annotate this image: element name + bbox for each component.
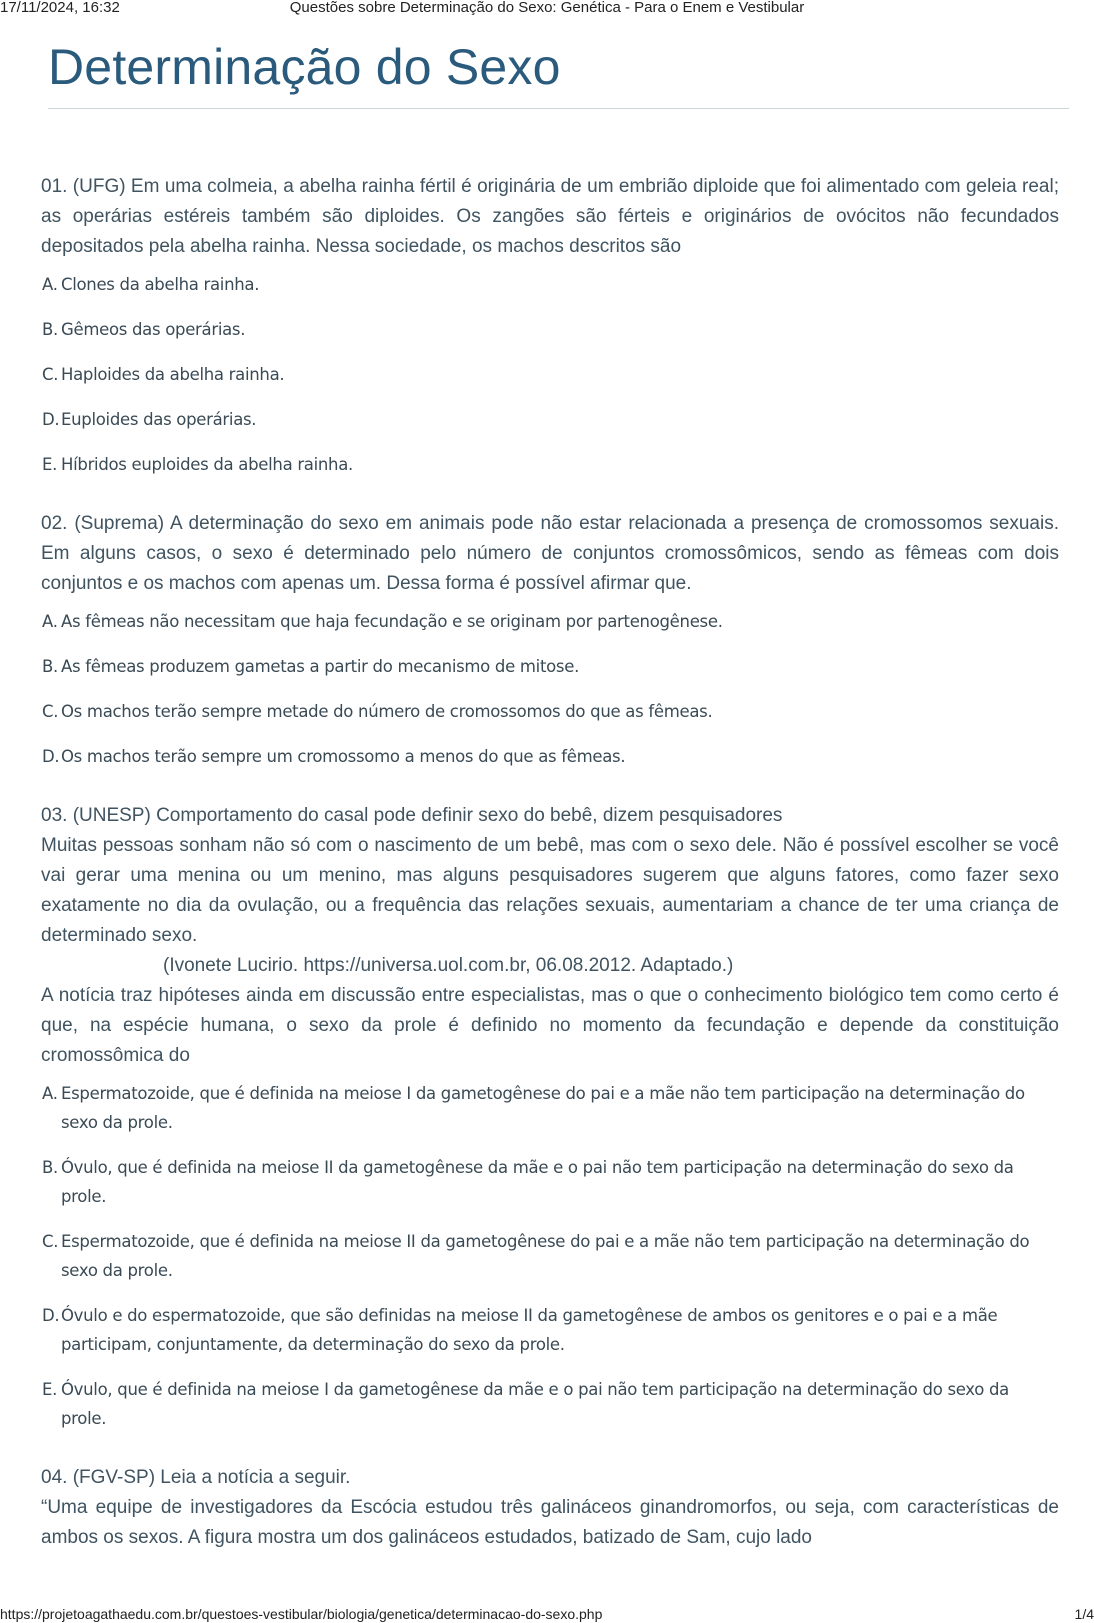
- option-text: Óvulo e do espermatozoide, que são definidas na meiose II da gametogênese de ambos os genitores e o pai e a mãe participam, conjuntamente, da determinação do sexo da prole.: [61, 1306, 998, 1354]
- option-letter: A.: [42, 275, 58, 294]
- answer-option-a[interactable]: [41, 1079, 1059, 1137]
- option-letter: B.: [42, 320, 58, 339]
- option-text: Os machos terão sempre metade do número de cromossomos do que as fêmeas.: [61, 702, 713, 721]
- option-text: Os machos terão sempre um cromossomo a menos do que as fêmeas.: [61, 747, 626, 766]
- question-01: [41, 172, 1059, 479]
- option-letter: C.: [42, 1232, 59, 1251]
- option-text: As fêmeas produzem gametas a partir do mecanismo de mitose.: [61, 657, 580, 676]
- option-letter: E.: [42, 1380, 58, 1399]
- option-letter: D.: [42, 1306, 60, 1325]
- question-02: [41, 509, 1059, 771]
- title-divider: [48, 108, 1069, 109]
- option-letter: A.: [42, 612, 58, 631]
- news-excerpt: Muitas pessoas sonham não só com o nascimento de um bebê, mas com o sexo dele. Não é possível escolher se você vai gerar uma menina ou um menino, mas alguns pesquisadores sugerem que alguns fatores, como fazer sexo exatamente no dia da ovulação, ou a frequência das relações sexuais, aumentariam a chance de ter uma criança de determinado sexo.: [41, 835, 1059, 946]
- option-text: As fêmeas não necessitam que haja fecundação e se originam por partenogênese.: [61, 612, 723, 631]
- page-title: Determinação do Sexo: [48, 39, 561, 95]
- option-text: Clones da abelha rainha.: [61, 275, 260, 294]
- question-heading: 04. (FGV-SP) Leia a notícia a seguir.: [41, 1467, 351, 1488]
- print-header: [0, 0, 1094, 18]
- answer-option-d[interactable]: [41, 742, 1059, 771]
- option-letter: A.: [42, 1084, 58, 1103]
- answer-option-d[interactable]: [41, 1301, 1059, 1359]
- option-letter: B.: [42, 1158, 58, 1177]
- question-heading: 03. (UNESP) Comportamento do casal pode definir sexo do bebê, dizem pesquisadores: [41, 805, 783, 826]
- option-letter: E.: [42, 455, 58, 474]
- answer-option-d[interactable]: [41, 405, 1059, 434]
- answer-option-c[interactable]: [41, 360, 1059, 389]
- option-text: Óvulo, que é definida na meiose I da gametogênese da mãe e o pai não tem participação na determinação do sexo da prole.: [61, 1380, 1009, 1428]
- option-letter: D.: [42, 747, 60, 766]
- option-text: Haploides da abelha rainha.: [61, 365, 285, 384]
- question-list: [41, 172, 1059, 1583]
- answer-option-e[interactable]: [41, 450, 1059, 479]
- print-url: https://projetoagathaedu.com.br/questoes-vestibular/biologia/genetica/determinacao-do-sexo.php: [0, 1606, 603, 1622]
- answer-options: [41, 607, 1059, 771]
- print-footer: [0, 1605, 1094, 1623]
- news-excerpt: “Uma equipe de investigadores da Escócia estudou três galináceos ginandromorfos, ou seja, com características de ambos os sexos. A figura mostra um dos galináceos estudados, batizado de Sam, cujo lado: [41, 1497, 1059, 1548]
- option-text: Espermatozoide, que é definida na meiose I da gametogênese do pai e a mãe não tem participação na determinação do sexo da prole.: [61, 1084, 1025, 1132]
- print-datetime: 17/11/2024, 16:32: [0, 0, 120, 16]
- print-page-title: Questões sobre Determinação do Sexo: Genética - Para o Enem e Vestibular: [289, 0, 805, 16]
- answer-option-e[interactable]: [41, 1375, 1059, 1433]
- answer-option-b[interactable]: [41, 315, 1059, 344]
- answer-options: [41, 270, 1059, 479]
- answer-option-c[interactable]: [41, 1227, 1059, 1285]
- option-letter: D.: [42, 410, 60, 429]
- answer-option-b[interactable]: [41, 1153, 1059, 1211]
- source-citation: (Ivonete Lucirio. https://universa.uol.com.br, 06.08.2012. Adaptado.): [163, 955, 734, 976]
- answer-options: [41, 1079, 1059, 1433]
- option-letter: B.: [42, 657, 58, 676]
- question-03: [41, 801, 1059, 1433]
- option-text: Euploides das operárias.: [61, 410, 257, 429]
- option-text: Espermatozoide, que é definida na meiose II da gametogênese do pai e a mãe não tem participação na determinação do sexo da prole.: [61, 1232, 1030, 1280]
- question-prompt: A notícia traz hipóteses ainda em discussão entre especialistas, mas o que o conhecimento biológico tem como certo é que, na espécie humana, o sexo da prole é definido no momento da fecundação e depende da constituição cromossômica do: [41, 985, 1059, 1066]
- answer-option-a[interactable]: [41, 270, 1059, 299]
- question-04: [41, 1463, 1059, 1553]
- option-text: Óvulo, que é definida na meiose II da gametogênese da mãe e o pai não tem participação na determinação do sexo da prole.: [61, 1158, 1014, 1206]
- option-letter: C.: [42, 365, 59, 384]
- option-letter: C.: [42, 702, 59, 721]
- answer-option-c[interactable]: [41, 697, 1059, 726]
- question-text: 02. (Suprema) A determinação do sexo em animais pode não estar relacionada a presença de cromossomos sexuais. Em alguns casos, o sexo é determinado pelo número de conjuntos cromossômicos, sendo as fêmeas com dois conjuntos e os machos com apenas um. Dessa forma é possível afirmar que.: [41, 513, 1059, 594]
- option-text: Híbridos euploides da abelha rainha.: [61, 455, 353, 474]
- answer-option-a[interactable]: [41, 607, 1059, 636]
- option-text: Gêmeos das operárias.: [61, 320, 246, 339]
- question-text: 01. (UFG) Em uma colmeia, a abelha rainha fértil é originária de um embrião diploide que foi alimentado com geleia real; as operárias estéreis também são diploides. Os zangões são férteis e originários de ovócitos não fecundados depositados pela abelha rainha. Nessa sociedade, os machos descritos são: [41, 176, 1059, 257]
- print-page-number: 1/4: [1074, 1606, 1094, 1622]
- answer-option-b[interactable]: [41, 652, 1059, 681]
